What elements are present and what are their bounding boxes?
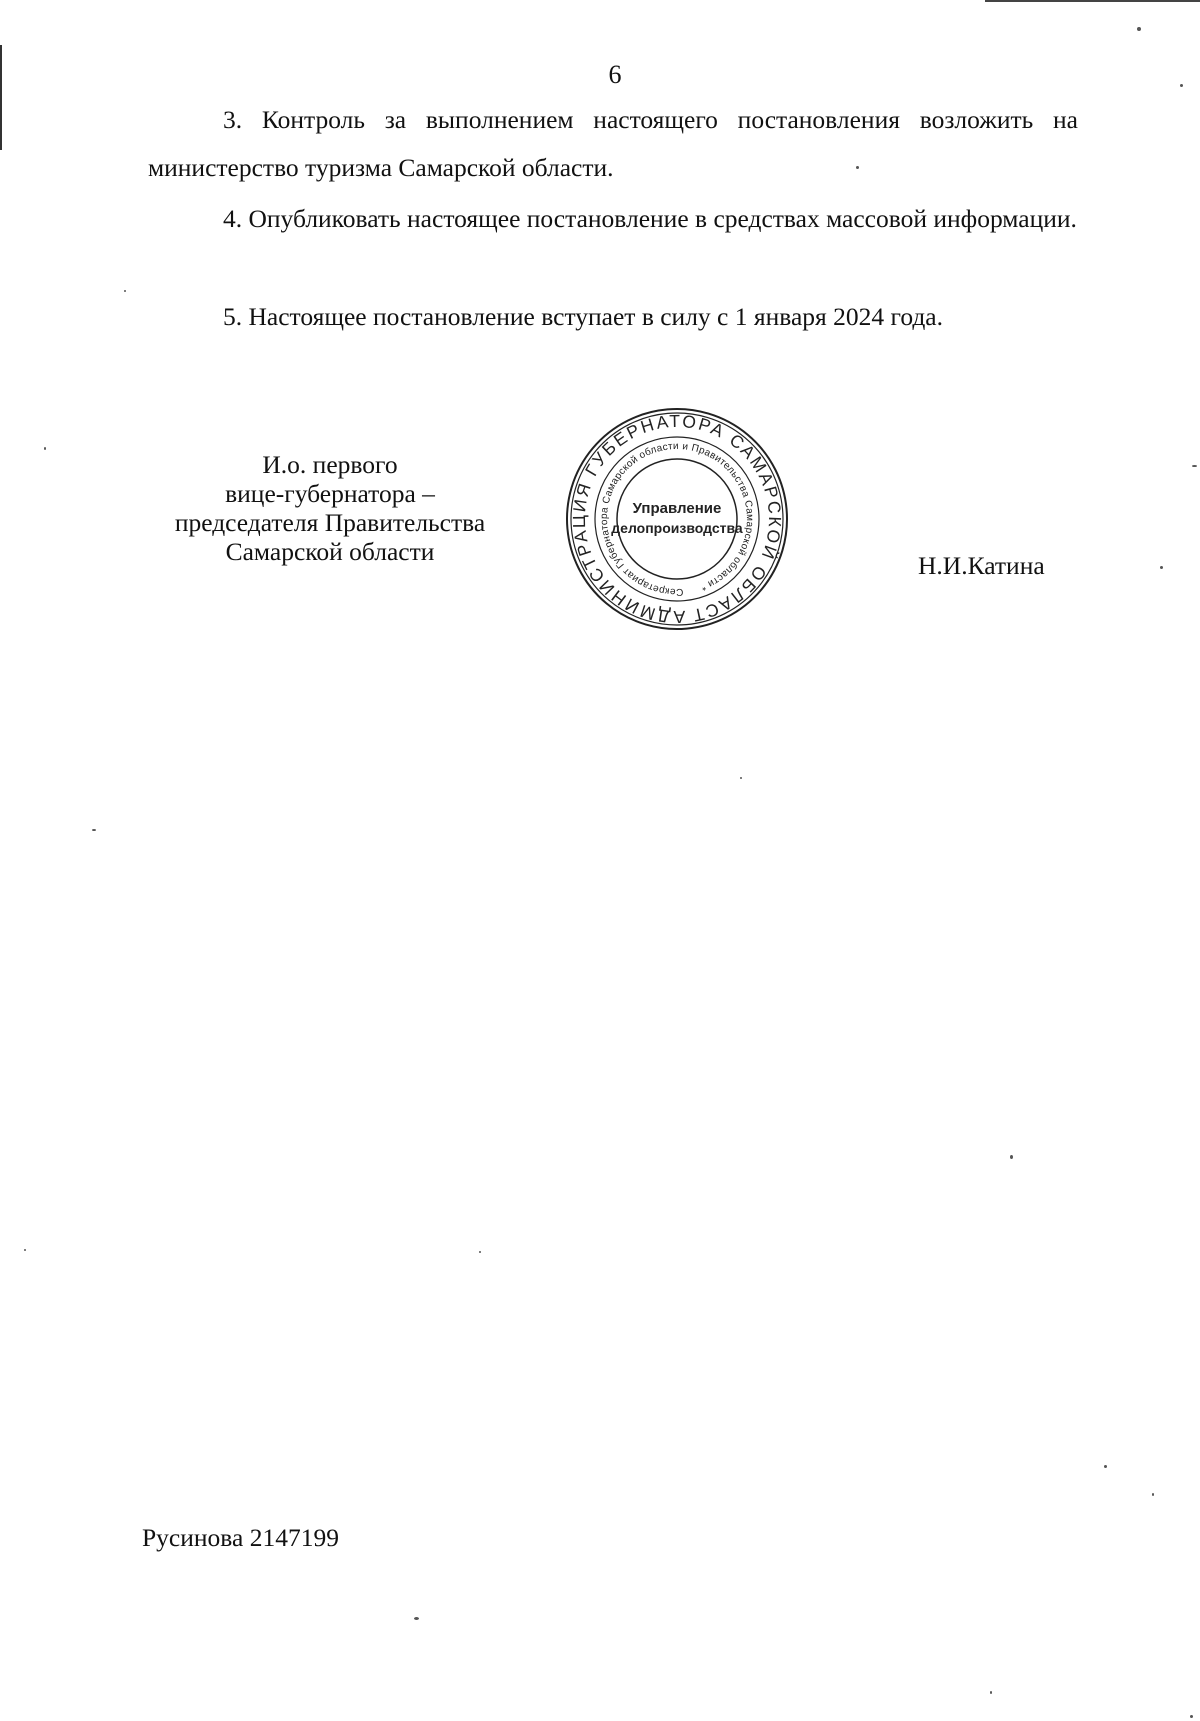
signer-name: Н.И.Катина: [918, 551, 1045, 580]
paragraph-publish: 4. Опубликовать настоящее постановление в средствах массовой информации.: [223, 204, 1077, 233]
scan-speck: [1010, 1155, 1013, 1159]
scan-speck: [479, 1251, 481, 1253]
signer-title-line: И.о. первого: [262, 450, 398, 479]
scan-speck: [1180, 84, 1183, 87]
scan-speck: [1137, 27, 1141, 31]
scan-speck: [740, 777, 742, 779]
seal-center-line: делопроизводства: [611, 520, 743, 536]
paragraph-control: 3. Контроль за выполнением настоящего постановления возложить на министерство туризма Самарской области.: [148, 105, 1078, 182]
signer-title: [140, 450, 520, 566]
scan-speck: [24, 1249, 26, 1251]
page-number: 6: [608, 60, 622, 89]
scan-speck: [856, 166, 859, 169]
scan-speck: [1190, 1715, 1193, 1718]
seal-center-line: Управление: [632, 500, 722, 517]
scan-speck: [1192, 465, 1197, 467]
scan-speck: [124, 290, 126, 292]
scan-speck: [990, 1691, 992, 1694]
scan-edge-line: [985, 0, 1200, 2]
scan-speck: [92, 829, 96, 831]
scan-speck: [1152, 1493, 1154, 1496]
paragraph-effective-date: 5. Настоящее постановление вступает в силу с 1 января 2024 года.: [223, 302, 944, 331]
scan-speck: [1160, 566, 1163, 569]
signer-title-line: председателя Правительства: [174, 508, 486, 537]
scan-speck: [1104, 1465, 1107, 1468]
official-seal-stamp: [562, 407, 792, 632]
signer-title-line: вице-губернатора –: [225, 479, 435, 508]
scan-speck: [44, 447, 46, 450]
seal-inner-text: Секретариат Губернатора Самарской области и Правительства Самарской области *: [598, 440, 756, 598]
executor-contact: Русинова 2147199: [142, 1523, 339, 1552]
seal-outer-text: АДМИНИСТРАЦИЯ ГУБЕРНАТОРА САМАРСКОЙ ОБЛАСТИ: [568, 410, 786, 628]
scan-speck: [414, 1617, 419, 1620]
signer-title-line: Самарской области: [225, 537, 435, 566]
